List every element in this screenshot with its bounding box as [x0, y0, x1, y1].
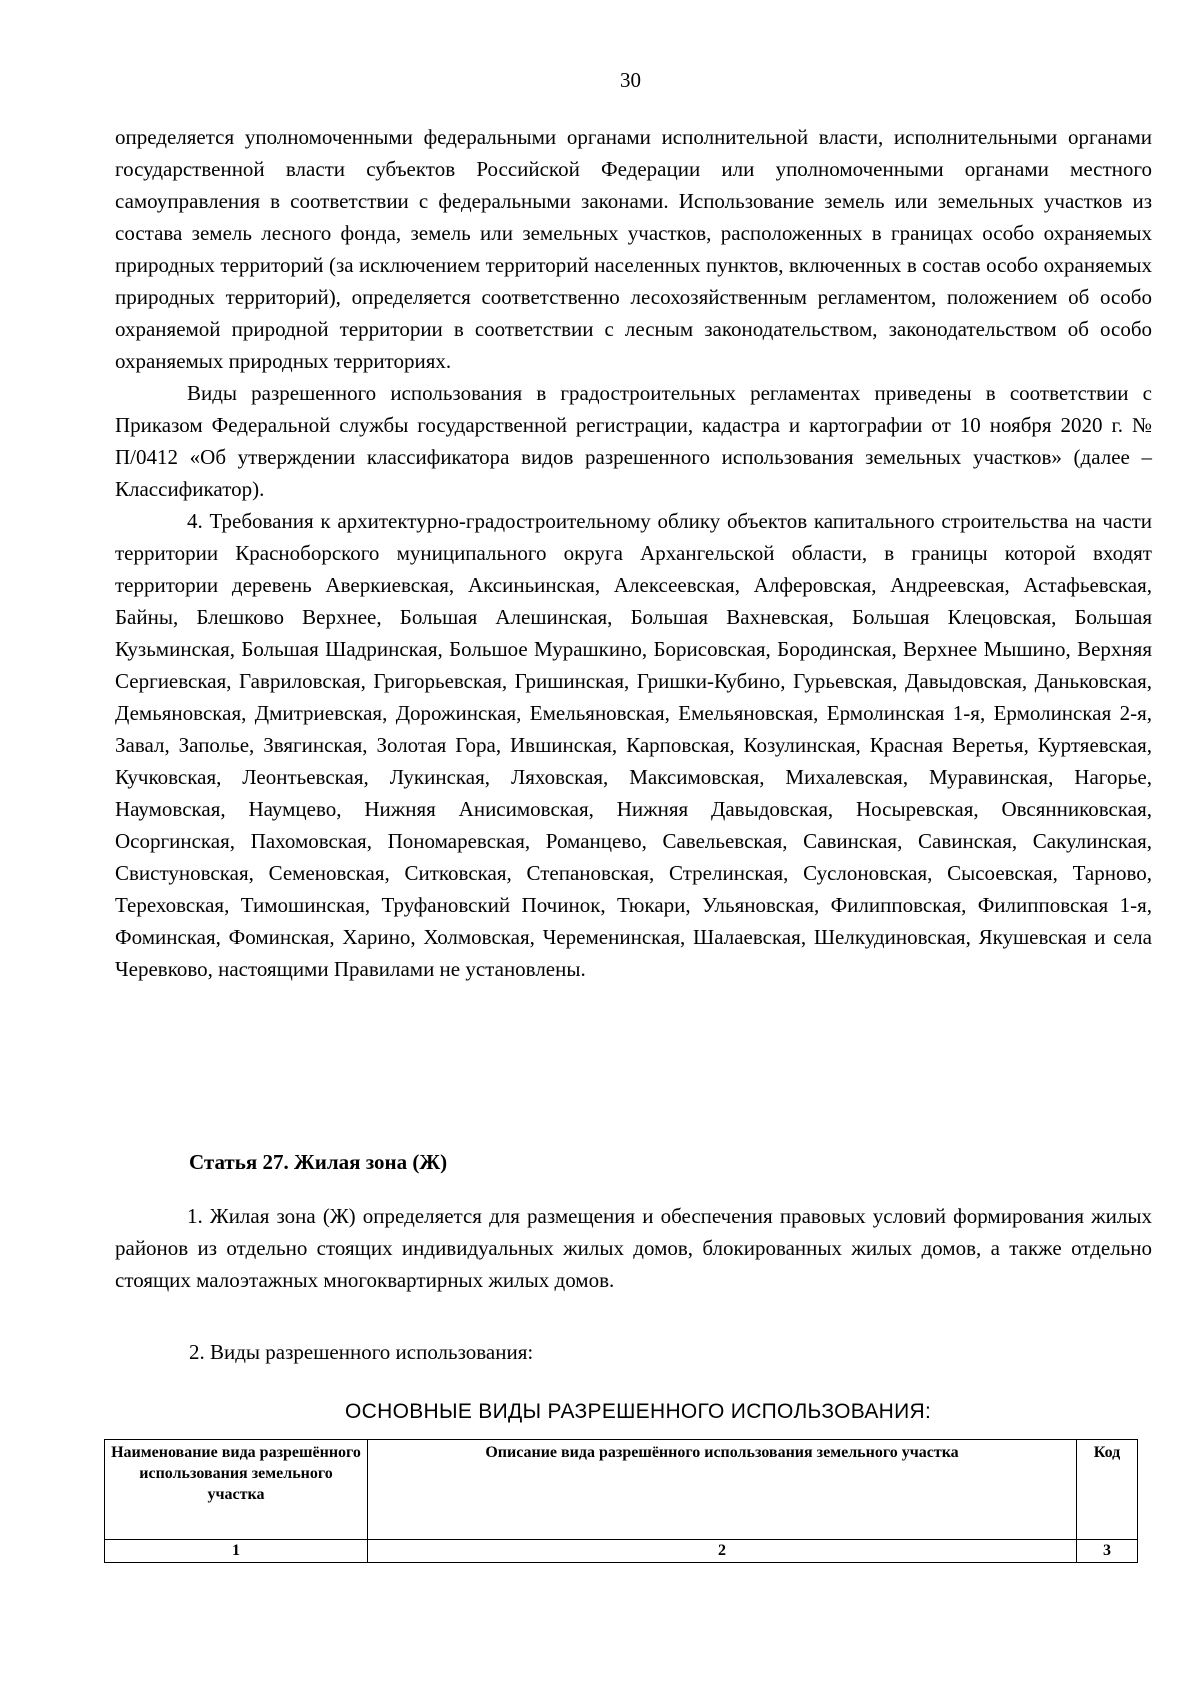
paragraph-requirements: 4. Требования к архитектурно-градостроительному облику объектов капитального строительства на части территории Красноборского муниципального округа Архангельской области, в границы которой входят территории деревень Аверкиевская, Аксиньинская, Алексеевская, Алферовская, Андреевская, Астафьевская, Байны, Блешково Верхнее, Большая Алешинская, Большая Вахневская, Большая Клецовская, Большая Кузьминская, Большая Шадринская, Большое Мурашкино, Борисовская, Бородинская, Верхнее Мышино, Верхняя Сергиевская, Гавриловская, Григорьевская, Гришинская, Гришки-Кубино, Гурьевская, Давыдовская, Даньковская, Демьяновская, Дмитриевская, Дорожинская, Емельяновская, Емельяновская, Ермолинская 1-я, Ермолинская 2-я, Завал, Заполье, Звягинская, Золотая Гора, Ившинская, Карповская, Козулинская, Красная Веретья, Куртяевская, Кучковская, Леонтьевская, Лукинская, Ляховская, Максимовская, Михалевская, Муравинская, Нагорье, Наумовская, Наумцево, Нижняя Анисимовская, Нижняя Давыдовская, Носыревская, Овсянниковская, Осоргинская, Пахомовская, Пономаревская, Романцево, Савельевская, Савинская, Савинская, Сакулинская, Свистуновская, Семеновская, Ситковская, Степановская, Стрелинская, Суслоновская, Сысоевская, Тарново, Тереховская, Тимошинская, Труфановский Починок, Тюкари, Ульяновская, Филипповская, Филипповская 1-я, Фоминская, Фоминская, Харино, Холмовская, Череменинская, Шалаевская, Шелкудиновская, Якушевская и села Черевково, настоящими Правилами не установлены.	[115, 509, 1152, 981]
table-number-row	[105, 1540, 1138, 1563]
body-text	[115, 121, 1152, 985]
header-name-column: Наименование вида разрешённого использования земельного участка	[105, 1440, 368, 1540]
table-header-row	[105, 1440, 1138, 1540]
zone-description	[115, 1200, 1152, 1296]
zone-paragraph: 1. Жилая зона (Ж) определяется для размещения и обеспечения правовых условий формирования жилых районов из отдельно стоящих индивидуальных жилых домов, блокированных жилых домов, а также отдельно стоящих малоэтажных многоквартирных жилых домов.	[115, 1204, 1152, 1292]
header-code-column: Код	[1077, 1440, 1138, 1540]
column-number-3: 3	[1077, 1540, 1138, 1563]
paragraph-continued: определяется уполномоченными федеральными органами исполнительной власти, исполнительными органами государственной власти субъектов Российской Федерации или уполномоченными органами местного самоуправления в соответствии с федеральными законами. Использование земель или земельных участков из состава земель лесного фонда, земель или земельных участков, расположенных в границах особо охраняемых природных территорий (за исключением территорий населенных пунктов, включенных в состав особо охраняемых природных территорий), определяется соответственно лесохозяйственным регламентом, положением об особо охраняемой природной территории в соответствии с лесным законодательством, законодательством об особо охраняемых природных территориях.	[115, 125, 1152, 373]
uses-intro: 2. Виды разрешенного использования:	[189, 1340, 534, 1364]
page-number: 30	[620, 68, 641, 92]
article-heading: Статья 27. Жилая зона (Ж)	[189, 1150, 448, 1174]
header-description-column: Описание вида разрешённого использования земельного участка	[368, 1440, 1077, 1540]
column-number-2: 2	[368, 1540, 1077, 1563]
paragraph-classifier: Виды разрешенного использования в градостроительных регламентах приведены в соответствии с Приказом Федеральной службы государственной регистрации, кадастра и картографии от 10 ноября 2020 г. № П/0412 «Об утверждении классификатора видов разрешенного использования земельных участков» (далее – Классификатор).	[115, 381, 1152, 501]
column-number-1: 1	[105, 1540, 368, 1563]
uses-table	[104, 1439, 1138, 1563]
table-title: ОСНОВНЫЕ ВИДЫ РАЗРЕШЕННОГО ИСПОЛЬЗОВАНИЯ:	[345, 1400, 932, 1423]
